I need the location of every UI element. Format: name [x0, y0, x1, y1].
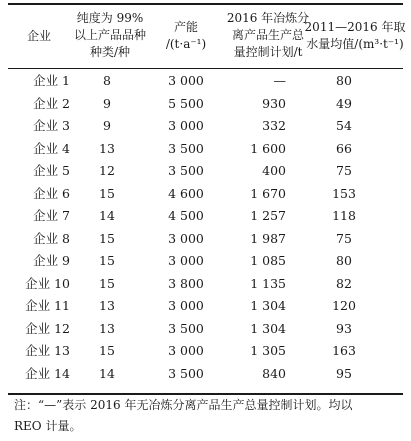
header-varieties-line: 以上产品品种 — [73, 28, 146, 42]
production-plan-cell: 1 600 — [250, 140, 286, 156]
capacity-cell: 3 500 — [168, 320, 204, 336]
table-row — [0, 228, 411, 250]
variety-count-cell: 9 — [103, 118, 111, 133]
header-varieties-line: 纯度为 99% — [76, 11, 144, 25]
table-row — [0, 160, 411, 182]
table-row — [0, 138, 411, 160]
company-name-cell: 企业 4 — [33, 140, 70, 156]
water-intake-cell: 75 — [336, 163, 352, 178]
variety-count-cell: 12 — [99, 163, 115, 178]
table-row — [0, 295, 411, 317]
variety-count-cell: 14 — [99, 208, 115, 223]
water-intake-cell: 93 — [336, 320, 352, 336]
water-intake-cell: 120 — [332, 298, 356, 313]
capacity-cell: 4 600 — [168, 185, 204, 201]
capacity-cell: 3 000 — [168, 230, 204, 246]
table-row — [0, 93, 411, 115]
header-varieties-line: 种类/种 — [89, 45, 131, 59]
header-plan-line: 量控制计划/t — [233, 45, 303, 59]
production-plan-cell: 1 305 — [250, 343, 286, 358]
company-name-cell: 企业 11 — [25, 298, 70, 313]
capacity-cell: 4 500 — [168, 208, 204, 223]
water-intake-cell: 66 — [336, 140, 352, 156]
capacity-cell: 3 500 — [168, 365, 204, 381]
water-intake-cell: 82 — [336, 275, 352, 291]
company-name-cell: 企业 14 — [25, 365, 70, 381]
production-plan-cell: 1 304 — [250, 298, 286, 313]
variety-count-cell: 15 — [99, 275, 115, 291]
variety-count-cell: 13 — [99, 298, 115, 313]
capacity-cell: 3 500 — [168, 163, 204, 178]
variety-count-cell: 15 — [99, 230, 115, 246]
table-row — [0, 363, 411, 385]
variety-count-cell: 9 — [103, 95, 111, 111]
variety-count-cell: 14 — [99, 365, 115, 381]
table-row — [0, 205, 411, 227]
table-row — [0, 340, 411, 362]
company-name-cell: 企业 7 — [33, 208, 70, 223]
header-water-line: 2011—2016 年取 — [304, 20, 406, 34]
water-intake-cell: 75 — [336, 230, 352, 246]
variety-count-cell: 15 — [99, 185, 115, 201]
production-plan-cell: 1 987 — [250, 230, 286, 246]
variety-count-cell: 8 — [103, 73, 111, 88]
company-name-cell: 企业 10 — [25, 275, 70, 291]
production-plan-cell: 1 670 — [250, 185, 286, 201]
production-plan-cell: 840 — [262, 365, 286, 381]
production-plan-cell: — — [273, 73, 286, 88]
capacity-cell: 5 500 — [168, 95, 204, 111]
table-top-rule — [8, 3, 403, 5]
water-intake-cell: 80 — [336, 253, 352, 268]
water-intake-cell: 118 — [332, 208, 356, 223]
header-bottom-rule — [8, 68, 403, 69]
company-name-cell: 企业 12 — [25, 320, 70, 336]
production-plan-cell: 400 — [262, 163, 286, 178]
header-plan-line: 离产品生产总 — [231, 28, 304, 42]
capacity-cell: 3 000 — [168, 298, 204, 313]
table-row — [0, 273, 411, 295]
production-plan-cell: 1 085 — [250, 253, 286, 268]
header-capacity-line: /(t·a⁻¹) — [165, 37, 207, 51]
capacity-cell: 3 000 — [168, 73, 204, 88]
header-capacity-line: 产能 — [173, 20, 198, 34]
production-plan-cell: 1 257 — [250, 208, 286, 223]
company-name-cell: 企业 2 — [33, 95, 70, 111]
company-name-cell: 企业 6 — [33, 185, 70, 201]
table-row — [0, 115, 411, 137]
header-capacity — [150, 19, 222, 53]
capacity-cell: 3 500 — [168, 140, 204, 156]
table-note — [14, 395, 399, 437]
header-company-text: 企业 — [26, 29, 51, 43]
water-intake-cell: 163 — [332, 343, 356, 358]
production-plan-cell: 332 — [262, 118, 286, 133]
company-name-cell: 企业 1 — [33, 73, 70, 88]
table-row — [0, 250, 411, 272]
water-intake-cell: 49 — [336, 95, 352, 111]
table-row — [0, 70, 411, 92]
production-plan-cell: 1 304 — [250, 320, 286, 336]
variety-count-cell: 13 — [99, 140, 115, 156]
table-note-line: REO 计量。 — [14, 419, 82, 433]
header-varieties — [60, 10, 160, 61]
company-name-cell: 企业 13 — [25, 343, 70, 358]
water-intake-cell: 80 — [336, 73, 352, 88]
table-row — [0, 183, 411, 205]
company-name-cell: 企业 8 — [33, 230, 70, 246]
water-intake-cell: 153 — [332, 185, 356, 201]
header-plan-line: 2016 年冶炼分 — [226, 11, 310, 25]
water-intake-cell: 54 — [336, 118, 352, 133]
header-water — [300, 19, 410, 53]
capacity-cell: 3 800 — [168, 275, 204, 291]
variety-count-cell: 15 — [99, 253, 115, 268]
water-intake-cell: 95 — [336, 365, 352, 381]
capacity-cell: 3 000 — [168, 118, 204, 133]
header-water-line: 水量均值/(m³·t⁻¹) — [306, 37, 404, 51]
production-plan-cell: 1 135 — [250, 275, 286, 291]
company-name-cell: 企业 9 — [33, 253, 70, 268]
company-name-cell: 企业 3 — [33, 118, 70, 133]
production-plan-cell: 930 — [262, 95, 286, 111]
table-row — [0, 318, 411, 340]
variety-count-cell: 15 — [99, 343, 115, 358]
capacity-cell: 3 000 — [168, 253, 204, 268]
table-note-line: 注：“—”表示 2016 年无冶炼分离产品生产总量控制计划。均以 — [14, 398, 353, 412]
company-name-cell: 企业 5 — [33, 163, 70, 178]
variety-count-cell: 13 — [99, 320, 115, 336]
capacity-cell: 3 000 — [168, 343, 204, 358]
